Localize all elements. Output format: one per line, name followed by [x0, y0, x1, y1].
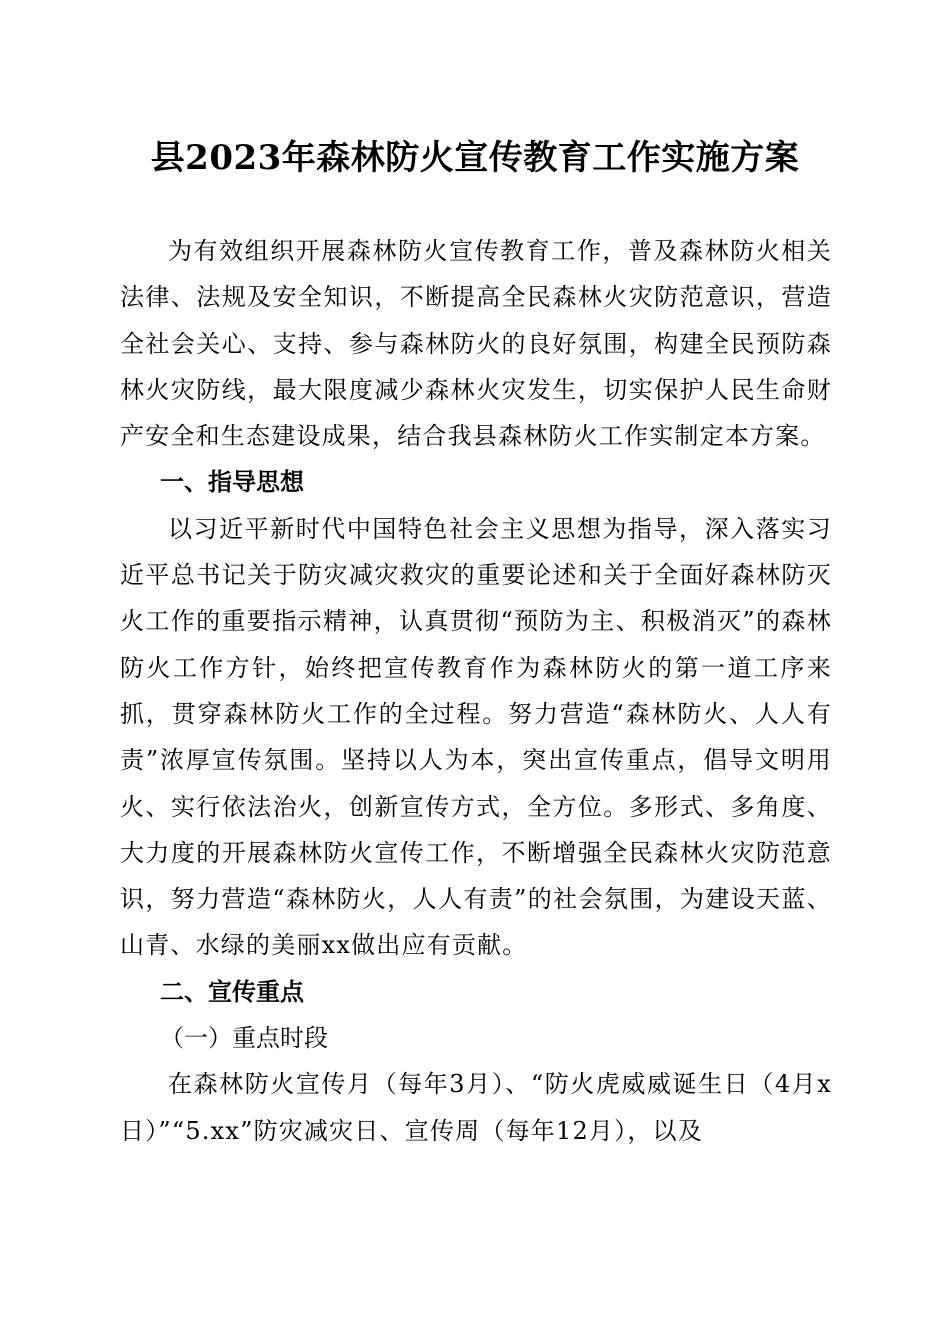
section-heading-guiding-ideology: 一、指导思想	[160, 468, 304, 497]
document-title: 县2023年森林防火宣传教育工作实施方案	[150, 138, 800, 178]
section-heading-publicity-focus: 二、宣传重点	[160, 977, 304, 1006]
intro-paragraph: 为有效组织开展森林防火宣传教育工作，普及森林防火相关法律、法规及安全知识，不断提高全民森林火灾防范意识，营造全社会关心、支持、参与森林防火的良好氛围，构建全民预防森林火灾防线，最大限度减少森林火灾发生，切实保护人民生命财产安全和生态建设成果，结合我县森林防火工作实制定本方案。	[120, 237, 832, 451]
guiding-ideology-paragraph: 以习近平新时代中国特色社会主义思想为指导，深入落实习近平总书记关于防灾减灾救灾的重要论述和关于全面好森林防灭火工作的重要指示精神，认真贯彻“预防为主、积极消灭”的森林防火工作方针，始终把宣传教育作为森林防火的第一道工序来抓，贯穿森林防火工作的全过程。努力营造“森林防火、人人有责”浓厚宣传氛围。坚持以人为本，突出宣传重点，倡导文明用火、实行依法治火，创新宣传方式，全方位。多形式、多角度、大力度的开展森林防火宣传工作，不断增强全民森林火灾防范意识，努力营造“森林防火，人人有责”的社会氛围，为建设天蓝、山青、水绿的美丽xx做出应有贡献。	[120, 514, 832, 960]
subsection-heading-key-periods: （一）重点时段	[160, 1024, 328, 1053]
key-periods-paragraph: 在森林防火宣传月（每年3月）、“防火虎威威诞生日（4月x日）”“5.xx”防灾减灾日、宣传周（每年12月），以及	[120, 1070, 832, 1145]
document-body	[120, 228, 832, 1154]
